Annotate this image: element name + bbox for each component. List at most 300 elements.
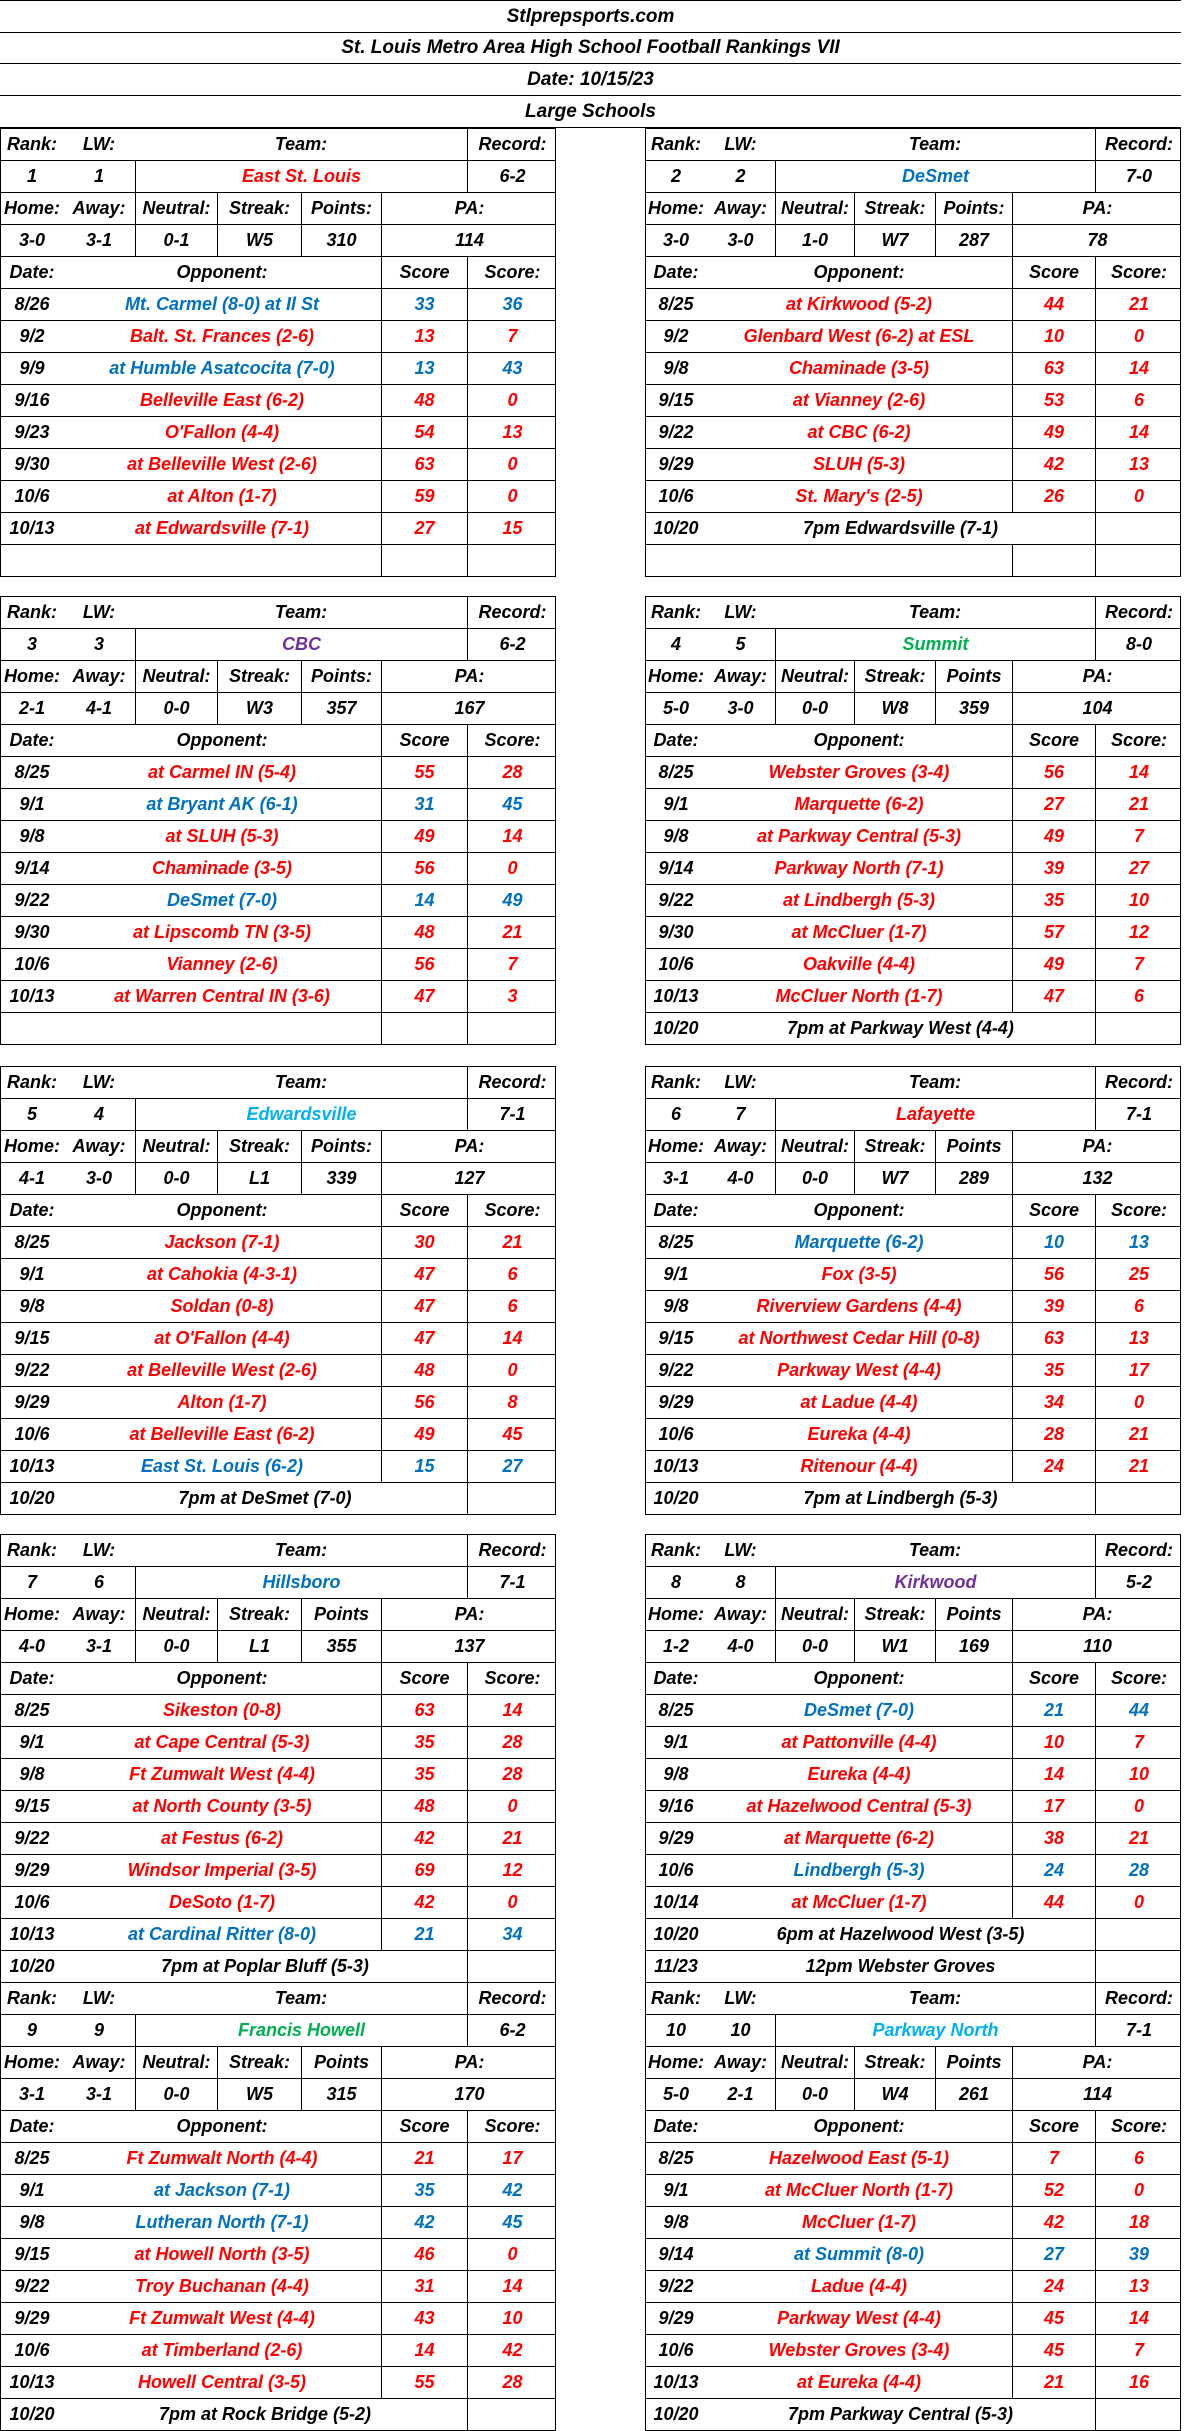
team-score: 33 <box>381 289 467 320</box>
team-score: 15 <box>381 1451 467 1482</box>
game-date: 9/23 <box>14 422 50 442</box>
away-record: 3-0 <box>727 230 754 250</box>
game-date: 8/25 <box>658 294 694 314</box>
lw-label: LW: <box>82 134 116 154</box>
opponent-name: 12pm Webster Groves <box>805 1956 996 1976</box>
table-row <box>0 1567 556 1599</box>
table-row <box>645 289 1181 321</box>
game-date: 11/23 <box>654 1956 698 1976</box>
date-label: Date: <box>9 1668 55 1688</box>
opponent-score: 16 <box>1095 2367 1182 2398</box>
rank-label: Rank: <box>6 134 57 154</box>
team-panel <box>645 1534 1181 1983</box>
table-row <box>0 289 556 321</box>
opponent-name: at Bryant AK (6-1) <box>146 794 298 814</box>
neutral-label: Neutral: <box>135 1131 217 1162</box>
team-score: 42 <box>381 1823 467 1854</box>
away-record: 2-1 <box>727 2084 754 2104</box>
away-label: Away: <box>713 2052 767 2072</box>
opponent-label: Opponent: <box>813 2116 905 2136</box>
opponent-score: 42 <box>467 2335 557 2366</box>
opponent-name: St. Mary's (2-5) <box>795 486 923 506</box>
opponent-score: 14 <box>1095 353 1182 384</box>
away-label: Away: <box>72 1136 126 1156</box>
opponent-name: at Cardinal Ritter (8-0) <box>127 1924 317 1944</box>
table-row <box>645 449 1181 481</box>
opponent-score <box>467 545 557 576</box>
last-week-value: 10 <box>730 2020 751 2040</box>
table-row <box>0 1983 556 2015</box>
opponent-name: Ritenour (4-4) <box>800 1456 918 1476</box>
table-row <box>645 1387 1181 1419</box>
opponent-score <box>467 2399 557 2430</box>
opponent-score: 0 <box>467 481 557 512</box>
opponent-name: Parkway West (4-4) <box>777 1360 941 1380</box>
game-date: 9/29 <box>14 2308 50 2328</box>
team-panel <box>645 1066 1181 1515</box>
lw-label: LW: <box>82 1072 116 1092</box>
opponent-score <box>1095 1483 1182 1514</box>
table-row <box>645 1951 1181 1983</box>
opponent-name: McCluer North (1-7) <box>775 986 943 1006</box>
team-name: CBC <box>135 629 467 660</box>
team-score: 55 <box>381 757 467 788</box>
home-record: 5-0 <box>662 2084 689 2104</box>
neutral-record: 1-0 <box>775 225 854 256</box>
opp-score-label: Score: <box>1095 725 1182 756</box>
opponent-name: at O'Fallon (4-4) <box>154 1328 290 1348</box>
record-label: Record: <box>1095 1067 1182 1098</box>
team-score: 42 <box>381 2207 467 2238</box>
team-score: 48 <box>381 385 467 416</box>
table-row <box>645 513 1181 545</box>
game-date: 8/25 <box>14 762 50 782</box>
opponent-score: 0 <box>467 2239 557 2270</box>
opp-score-label: Score: <box>467 1663 557 1694</box>
table-row <box>0 1131 556 1163</box>
score-label: Score <box>1012 1195 1095 1226</box>
team-label: Team: <box>908 134 962 154</box>
table-row <box>0 1099 556 1131</box>
opponent-score: 36 <box>467 289 557 320</box>
score-label: Score <box>1012 257 1095 288</box>
opponent-name: at Lipscomb TN (3-5) <box>132 922 311 942</box>
home-label: Home: <box>647 2052 704 2072</box>
game-date: 9/8 <box>663 826 689 846</box>
record-label: Record: <box>1095 129 1182 160</box>
team-name: Kirkwood <box>775 1567 1095 1598</box>
game-date: 10/13 <box>9 1924 55 1944</box>
table-row <box>0 853 556 885</box>
team-score: 53 <box>1012 385 1095 416</box>
game-date: 10/20 <box>653 2404 699 2424</box>
away-label: Away: <box>713 1136 767 1156</box>
record-value: 5-2 <box>1095 1567 1182 1598</box>
opponent-name: at Timberland (2-6) <box>141 2340 303 2360</box>
opponent-name: Fox (3-5) <box>821 1264 897 1284</box>
home-label: Home: <box>647 198 704 218</box>
opponent-name: Hazelwood East (5-1) <box>768 2148 950 2168</box>
opponent-name: DeSmet (7-0) <box>166 890 278 910</box>
away-record: 3-0 <box>85 1168 112 1188</box>
table-row <box>645 353 1181 385</box>
opponent-label: Opponent: <box>176 1668 268 1688</box>
opponent-name: Glenbard West (6-2) at ESL <box>743 326 975 346</box>
game-date: 10/13 <box>9 1456 55 1476</box>
opponent-name <box>63 545 381 576</box>
table-row <box>0 2335 556 2367</box>
team-score: 13 <box>381 321 467 352</box>
game-date: 9/22 <box>658 1360 694 1380</box>
table-row <box>645 1259 1181 1291</box>
game-date: 10/13 <box>9 986 55 1006</box>
opponent-name: 7pm Parkway Central (5-3) <box>787 2404 1014 2424</box>
opponent-name: at Hazelwood Central (5-3) <box>746 1796 972 1816</box>
table-row <box>645 1013 1181 1045</box>
neutral-record: 0-0 <box>775 1631 854 1662</box>
team-score: 43 <box>381 2303 467 2334</box>
home-record: 3-0 <box>18 230 45 250</box>
rank-label: Rank: <box>6 602 57 622</box>
opponent-score: 10 <box>1095 885 1182 916</box>
game-date: 9/1 <box>663 1264 689 1284</box>
points-value: 310 <box>301 225 381 256</box>
away-record: 3-1 <box>85 2084 112 2104</box>
table-row <box>645 853 1181 885</box>
opponent-score: 42 <box>467 2175 557 2206</box>
team-score: 34 <box>1012 1387 1095 1418</box>
last-week-value: 3 <box>93 634 104 654</box>
table-row <box>645 1419 1181 1451</box>
home-label: Home: <box>3 666 60 686</box>
table-row <box>645 821 1181 853</box>
opponent-score: 12 <box>1095 917 1182 948</box>
site-title: Stlprepsports.com <box>0 0 1181 33</box>
opponent-name: at Belleville West (2-6) <box>127 1360 317 1380</box>
table-row <box>0 2367 556 2399</box>
away-label: Away: <box>713 1604 767 1624</box>
record-value: 7-0 <box>1095 161 1182 192</box>
game-date: 8/25 <box>14 1700 50 1720</box>
opponent-score: 7 <box>1095 1727 1182 1758</box>
rank-label: Rank: <box>650 1988 701 2008</box>
table-row <box>645 193 1181 225</box>
points-against-value: 132 <box>1012 1163 1182 1194</box>
score-label: Score <box>381 1195 467 1226</box>
table-row <box>645 725 1181 757</box>
opponent-score: 10 <box>467 2303 557 2334</box>
away-record: 4-1 <box>85 698 112 718</box>
neutral-record: 0-0 <box>135 693 217 724</box>
table-row <box>0 757 556 789</box>
game-date: 9/2 <box>19 326 45 346</box>
pa-label: PA: <box>1012 1599 1182 1630</box>
table-row <box>0 597 556 629</box>
opponent-name: at Jackson (7-1) <box>153 2180 291 2200</box>
home-label: Home: <box>3 1136 60 1156</box>
team-score: 47 <box>381 1259 467 1290</box>
streak-label: Streak: <box>854 1131 935 1162</box>
table-row <box>645 1983 1181 2015</box>
table-row <box>0 1067 556 1099</box>
game-date: 8/25 <box>14 1232 50 1252</box>
opp-score-label: Score: <box>1095 1195 1182 1226</box>
opponent-score <box>1095 545 1182 576</box>
table-row <box>645 1451 1181 1483</box>
table-row <box>645 321 1181 353</box>
table-row <box>645 1355 1181 1387</box>
record-label: Record: <box>467 1535 557 1566</box>
team-score: 38 <box>1012 1823 1095 1854</box>
opponent-score: 0 <box>1095 2175 1182 2206</box>
opponent-score: 14 <box>467 1695 557 1726</box>
opponent-name: at Belleville West (2-6) <box>127 454 317 474</box>
opponent-name: DeSoto (1-7) <box>168 1892 275 1912</box>
opponent-name <box>63 1013 381 1044</box>
team-score: 47 <box>381 1291 467 1322</box>
opponent-score: 14 <box>1095 757 1182 788</box>
table-row <box>645 2047 1181 2079</box>
team-label: Team: <box>908 602 962 622</box>
opp-score-label: Score: <box>1095 257 1182 288</box>
opponent-name: at Humble Asatcocita (7-0) <box>109 358 335 378</box>
opponent-name: at Festus (6-2) <box>160 1828 284 1848</box>
table-row <box>645 161 1181 193</box>
team-score: 47 <box>381 981 467 1012</box>
opponent-name: Howell Central (3-5) <box>137 2372 307 2392</box>
home-label: Home: <box>3 1604 60 1624</box>
rank-label: Rank: <box>650 1072 701 1092</box>
game-date: 9/8 <box>663 1764 689 1784</box>
opponent-score: 44 <box>1095 1695 1182 1726</box>
opponent-label: Opponent: <box>176 2116 268 2136</box>
table-row <box>0 417 556 449</box>
opponent-score: 13 <box>1095 2271 1182 2302</box>
opp-score-label: Score: <box>467 257 557 288</box>
team-score: 59 <box>381 481 467 512</box>
opponent-score: 18 <box>1095 2207 1182 2238</box>
score-label: Score <box>381 257 467 288</box>
pa-label: PA: <box>1012 1131 1182 1162</box>
home-record: 3-0 <box>662 230 689 250</box>
opponent-score: 0 <box>467 449 557 480</box>
game-date: 9/15 <box>658 1328 694 1348</box>
game-date: 9/1 <box>19 1264 45 1284</box>
opponent-name: Eureka (4-4) <box>807 1424 911 1444</box>
rank-value: 8 <box>670 1572 681 1592</box>
team-panel <box>0 596 556 1045</box>
points-value: 355 <box>301 1631 381 1662</box>
table-row <box>0 1727 556 1759</box>
table-row <box>0 161 556 193</box>
team-score: 48 <box>381 1355 467 1386</box>
table-row <box>0 1259 556 1291</box>
table-row <box>0 1387 556 1419</box>
last-week-value: 8 <box>735 1572 746 1592</box>
opponent-name: Ft Zumwalt North (4-4) <box>126 2148 318 2168</box>
game-date: 9/15 <box>658 390 694 410</box>
neutral-record: 0-0 <box>135 2079 217 2110</box>
streak-value: L1 <box>217 1163 301 1194</box>
streak-label: Streak: <box>217 661 301 692</box>
team-name: Hillsboro <box>135 1567 467 1598</box>
opponent-name: Soldan (0-8) <box>170 1296 274 1316</box>
record-label: Record: <box>1095 597 1182 628</box>
opponent-label: Opponent: <box>813 1668 905 1688</box>
table-row <box>0 1227 556 1259</box>
table-row <box>645 949 1181 981</box>
table-row <box>645 1663 1181 1695</box>
lw-label: LW: <box>724 1072 757 1092</box>
opponent-score: 27 <box>467 1451 557 1482</box>
date-label: Date: <box>653 262 699 282</box>
team-score: 35 <box>381 1727 467 1758</box>
rank-label: Rank: <box>6 1072 57 1092</box>
streak-label: Streak: <box>854 1599 935 1630</box>
rank-value: 9 <box>26 2020 37 2040</box>
game-date: 9/1 <box>663 1732 689 1752</box>
opponent-name: Webster Groves (3-4) <box>768 762 950 782</box>
opponent-name: Marquette (6-2) <box>794 794 924 814</box>
lw-label: LW: <box>82 602 116 622</box>
opponent-score: 13 <box>1095 1323 1182 1354</box>
team-score: 47 <box>1012 981 1095 1012</box>
opponent-name: at McCluer (1-7) <box>791 1892 927 1912</box>
team-name: Edwardsville <box>135 1099 467 1130</box>
game-date: 9/8 <box>663 1296 689 1316</box>
team-score: 27 <box>381 513 467 544</box>
opp-score-label: Score: <box>467 2111 557 2142</box>
streak-label: Streak: <box>217 2047 301 2078</box>
record-value: 7-1 <box>1095 2015 1182 2046</box>
opponent-score: 3 <box>467 981 557 1012</box>
game-date: 10/20 <box>653 1924 699 1944</box>
points-against-value: 78 <box>1012 225 1182 256</box>
table-row <box>0 1451 556 1483</box>
game-date: 9/15 <box>14 1796 50 1816</box>
game-date: 8/25 <box>14 2148 50 2168</box>
table-row <box>645 225 1181 257</box>
opponent-score: 21 <box>467 1823 557 1854</box>
away-record: 3-0 <box>727 698 754 718</box>
home-label: Home: <box>647 666 704 686</box>
table-row <box>0 385 556 417</box>
rank-value: 2 <box>670 166 681 186</box>
neutral-record: 0-0 <box>135 1163 217 1194</box>
table-row <box>0 2175 556 2207</box>
away-label: Away: <box>72 1604 126 1624</box>
rank-value: 6 <box>670 1104 681 1124</box>
opponent-name: Webster Groves (3-4) <box>768 2340 950 2360</box>
neutral-label: Neutral: <box>775 193 854 224</box>
opponent-score: 12 <box>467 1855 557 1886</box>
record-value: 6-2 <box>467 629 557 660</box>
opponent-name: at SLUH (5-3) <box>165 826 279 846</box>
opponent-name: at Edwardsville (7-1) <box>134 518 310 538</box>
team-score: 63 <box>381 449 467 480</box>
team-label: Team: <box>908 1988 962 2008</box>
game-date: 9/14 <box>658 2244 694 2264</box>
table-row <box>0 1695 556 1727</box>
opponent-score: 6 <box>467 1259 557 1290</box>
table-row <box>645 789 1181 821</box>
team-score: 54 <box>381 417 467 448</box>
table-row <box>0 129 556 161</box>
table-row <box>0 2111 556 2143</box>
points-value: 339 <box>301 1163 381 1194</box>
team-score: 35 <box>381 1759 467 1790</box>
points-label: Points <box>935 1131 1012 1162</box>
record-label: Record: <box>467 129 557 160</box>
points-against-value: 114 <box>1012 2079 1182 2110</box>
opponent-name <box>706 545 1012 576</box>
opponent-score: 7 <box>1095 949 1182 980</box>
game-date: 10/6 <box>658 1860 694 1880</box>
opponent-score: 14 <box>1095 2303 1182 2334</box>
team-score <box>381 1013 467 1044</box>
streak-value: W7 <box>854 225 935 256</box>
opponent-label: Opponent: <box>813 1200 905 1220</box>
team-score: 42 <box>1012 2207 1095 2238</box>
table-row <box>645 1131 1181 1163</box>
opponent-name: at Alton (1-7) <box>167 486 277 506</box>
table-row <box>0 2207 556 2239</box>
table-row <box>645 1823 1181 1855</box>
table-row <box>0 1483 556 1515</box>
team-score: 30 <box>381 1227 467 1258</box>
lw-label: LW: <box>724 134 757 154</box>
points-label: Points: <box>935 193 1012 224</box>
pa-label: PA: <box>381 2047 557 2078</box>
opponent-score: 28 <box>467 1727 557 1758</box>
table-row <box>645 1483 1181 1515</box>
opponent-score <box>467 1483 557 1514</box>
team-panel <box>0 128 556 577</box>
last-week-value: 4 <box>93 1104 104 1124</box>
team-score: 24 <box>1012 2271 1095 2302</box>
game-date: 9/15 <box>14 1328 50 1348</box>
game-date <box>646 545 706 576</box>
lw-label: LW: <box>724 602 757 622</box>
team-score: 49 <box>1012 417 1095 448</box>
game-date <box>1 545 63 576</box>
team-label: Team: <box>274 1988 328 2008</box>
last-week-value: 2 <box>735 166 746 186</box>
opponent-score: 6 <box>467 1291 557 1322</box>
opponent-score: 43 <box>467 353 557 384</box>
game-date: 9/16 <box>14 390 50 410</box>
team-score: 55 <box>381 2367 467 2398</box>
table-row <box>0 2239 556 2271</box>
opponent-score: 21 <box>467 917 557 948</box>
points-value: 289 <box>935 1163 1012 1194</box>
team-score: 52 <box>1012 2175 1095 2206</box>
opponent-name: East St. Louis (6-2) <box>140 1456 304 1476</box>
opponent-score: 7 <box>1095 821 1182 852</box>
division-label: Large Schools <box>0 96 1181 128</box>
opponent-name: at Howell North (3-5) <box>134 2244 310 2264</box>
opponent-score: 0 <box>467 1791 557 1822</box>
opponent-score: 49 <box>467 885 557 916</box>
table-row <box>645 1227 1181 1259</box>
team-score: 14 <box>381 885 467 916</box>
pa-label: PA: <box>1012 193 1182 224</box>
opponent-score: 15 <box>467 513 557 544</box>
team-score: 28 <box>1012 1419 1095 1450</box>
team-score: 27 <box>1012 789 1095 820</box>
team-name: Summit <box>775 629 1095 660</box>
team-score: 56 <box>381 1387 467 1418</box>
